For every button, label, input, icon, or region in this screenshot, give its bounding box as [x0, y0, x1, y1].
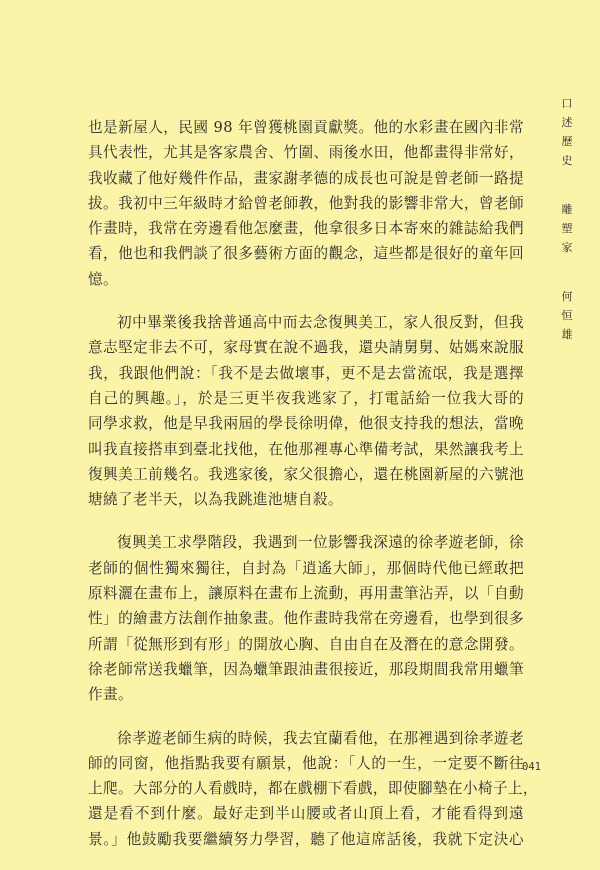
text-line: 老師的個性獨來獨往，自封為「逍遙大師」，那個時代他已經敢把 [88, 559, 524, 577]
header-person [557, 287, 577, 344]
text-line: 性」的繪畫方法創作抽象畫。他作畫時我常在旁邊看，也學到很多 [88, 610, 524, 628]
text-line: 作畫時，我常在旁邊看他怎麼畫，他拿很多日本寄來的雜誌給我們 [88, 220, 524, 238]
text-line: 看，他也和我們談了很多藝術方面的觀念，這些都是很好的童年回 [88, 245, 524, 263]
header-char: 塑 [561, 222, 573, 235]
header-char: 何 [561, 290, 573, 303]
text-line: 復興美工求學階段，我遇到一位影響我深遠的徐孝遊老師，徐 [117, 534, 524, 552]
header-char: 歷 [561, 135, 573, 148]
text-line: 景。」他鼓勵我要繼續努力學習，聽了他這席話後，我就下定決心 [88, 830, 524, 848]
text-line: 原料灑在畫布上，讓原料在畫布上流動，再用畫筆沾弄，以「自動 [88, 585, 524, 603]
text-line: 上爬。大部分的人看戲時，都在戲棚下看戲，即使腳墊在小椅子上， [88, 780, 538, 798]
text-line: 同學求救，他是早我兩屆的學長徐明偉，他很支持我的想法，當晚 [88, 415, 524, 433]
header-series [557, 94, 577, 170]
running-header [557, 94, 577, 374]
text-line: 也是新屋人，民國 98 年曾獲桃園貢獻獎。他的水彩畫在國內非常 [88, 119, 524, 136]
text-line: 我收藏了他好幾件作品，畫家謝孝德的成長也可說是曾老師一路提 [88, 169, 524, 187]
text-line: 師的同窗，他指點我要有願景，他說：「人的一生，一定要不斷往 [88, 754, 524, 772]
text-line: 徐孝遊老師生病的時候，我去宜蘭看他，在那裡遇到徐孝遊老 [117, 729, 524, 747]
text-line: 作畫。 [88, 686, 133, 704]
header-char: 述 [561, 116, 573, 129]
paragraph [88, 530, 524, 707]
text-line: 具代表性，尤其是客家農舍、竹圍、雨後水田，他都畫得非常好， [88, 144, 524, 162]
text-line: 塘繞了老半天，以為我跳進池塘自殺。 [88, 491, 343, 509]
paragraph [88, 310, 524, 512]
header-char: 口 [561, 97, 573, 110]
text-line: 徐老師常送我蠟筆，因為蠟筆跟油畫很接近，那段期間我常用蠟筆 [88, 660, 524, 678]
page-number: 041 [522, 761, 541, 773]
header-char: 家 [561, 241, 573, 254]
text-line: 憶。 [88, 270, 118, 288]
text-line: 初中畢業後我捨普通高中而去念復興美工，家人很反對，但我 [117, 314, 524, 332]
header-theme [557, 200, 577, 257]
header-char: 恒 [561, 309, 573, 322]
header-char: 雕 [561, 203, 573, 216]
text-line: 自己的興趣。」，於是三更半夜我逃家了，打電話給一位我大哥的 [88, 389, 524, 407]
text-line: 復興美工前幾名。我逃家後，家父很擔心，還在桃園新屋的六號池 [88, 465, 524, 483]
text-line: 叫我直接搭車到臺北找他，在他那裡專心準備考試，果然讓我考上 [88, 440, 524, 458]
header-char: 史 [561, 154, 573, 167]
text-line: 拔。我初中三年級時才給曾老師教，他對我的影響非常大，曾老師 [88, 194, 524, 212]
text-line: 還是看不到什麼。最好走到半山腰或者山頂上看，才能看得到遠 [88, 805, 524, 823]
text-line: 意志堅定非去不可，家母實在說不過我，還央請舅舅、姑媽來說服 [88, 339, 524, 357]
text-line: 我，我跟他們說：「我不是去做壞事，更不是去當流氓，我是選擇 [88, 364, 524, 382]
paragraph [88, 115, 524, 292]
header-char: 雄 [561, 328, 573, 341]
text-line: 所謂「從無形到有形」的開放心胸、自由自在及潛在的意念開發。 [88, 635, 524, 653]
